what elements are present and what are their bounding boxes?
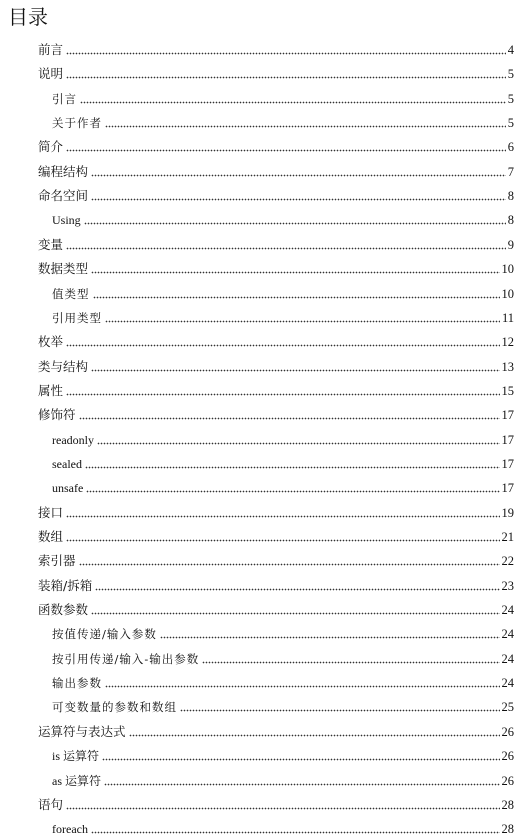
dot-leader bbox=[66, 52, 506, 55]
toc-row bbox=[0, 403, 524, 423]
toc-row bbox=[0, 501, 524, 521]
toc-entry[interactable] bbox=[38, 257, 514, 277]
toc-row bbox=[0, 671, 524, 691]
dot-leader bbox=[95, 588, 499, 591]
dot-leader bbox=[104, 783, 500, 786]
toc-page-number: 25 bbox=[501, 700, 514, 715]
toc-page-number: 24 bbox=[501, 627, 514, 642]
toc-entry[interactable] bbox=[38, 330, 514, 350]
toc-row bbox=[0, 135, 524, 155]
toc-row bbox=[0, 282, 524, 302]
toc-subentry[interactable] bbox=[52, 622, 514, 642]
toc-page-number: 23 bbox=[501, 578, 514, 593]
toc-entry-label: 编程结构 bbox=[38, 163, 89, 179]
dot-leader bbox=[91, 831, 500, 834]
toc-page-number: 6 bbox=[507, 140, 514, 155]
toc-entry-label: 修饰符 bbox=[38, 407, 76, 423]
toc-entry-label: is 运算符 bbox=[52, 749, 100, 764]
toc-subentry[interactable] bbox=[52, 744, 514, 764]
toc-subentry[interactable] bbox=[52, 671, 514, 691]
toc-entry-label: 变量 bbox=[38, 236, 64, 252]
toc-entry[interactable] bbox=[38, 184, 514, 204]
toc-entry-label: 运算符与表达式 bbox=[38, 723, 126, 739]
toc-page-number: 7 bbox=[507, 164, 514, 179]
toc-entry-label: unsafe bbox=[52, 481, 84, 496]
dot-leader bbox=[66, 515, 499, 518]
toc-entry-label: 输出参数 bbox=[52, 676, 102, 691]
dot-leader bbox=[85, 466, 500, 469]
toc-entry-label: 引用类型 bbox=[52, 310, 102, 325]
toc-row bbox=[0, 647, 524, 667]
toc-entry[interactable] bbox=[38, 598, 514, 618]
toc-row bbox=[0, 769, 524, 789]
toc-entry[interactable] bbox=[38, 38, 514, 58]
toc-entry-label: 可变数量的参数和数组 bbox=[52, 700, 177, 715]
toc-subentry[interactable] bbox=[52, 452, 514, 472]
toc-page-number: 5 bbox=[507, 91, 514, 106]
toc-entry[interactable] bbox=[38, 720, 514, 740]
toc-entry[interactable] bbox=[38, 379, 514, 399]
toc-entry[interactable] bbox=[38, 62, 514, 82]
toc-page-number: 24 bbox=[501, 676, 514, 691]
toc-page-number: 26 bbox=[501, 749, 514, 764]
toc-page-number: 8 bbox=[507, 189, 514, 204]
dot-leader bbox=[91, 271, 499, 274]
dot-leader bbox=[66, 247, 506, 250]
toc-entry-label: 函数参数 bbox=[38, 602, 89, 618]
toc-entry-label: 枚举 bbox=[38, 334, 64, 350]
toc-entry-label: 简介 bbox=[38, 139, 64, 155]
toc-entry-label: 数组 bbox=[38, 529, 64, 544]
dot-leader bbox=[66, 807, 499, 810]
toc-row bbox=[0, 695, 524, 715]
toc-page-number: 28 bbox=[501, 822, 514, 837]
toc-heading: 目录 bbox=[8, 5, 48, 29]
toc-row bbox=[0, 574, 524, 594]
toc-entry-label: 索引器 bbox=[38, 553, 76, 569]
toc-row bbox=[0, 160, 524, 180]
toc-row bbox=[0, 208, 524, 228]
dot-leader bbox=[66, 76, 506, 79]
toc-row bbox=[0, 793, 524, 813]
toc-entry[interactable] bbox=[38, 355, 514, 375]
toc-row bbox=[0, 428, 524, 448]
toc-entry-label: as 运算符 bbox=[52, 773, 101, 788]
toc-subentry[interactable] bbox=[52, 476, 514, 496]
toc-subentry[interactable] bbox=[52, 111, 514, 131]
toc-entry-label: sealed bbox=[52, 456, 82, 471]
toc-page-number: 15 bbox=[501, 383, 514, 398]
toc-entry[interactable] bbox=[38, 135, 514, 155]
toc-row bbox=[0, 744, 524, 764]
dot-leader bbox=[202, 661, 499, 664]
toc-subentry[interactable] bbox=[52, 208, 514, 228]
toc-entry-label: 按值传递/输入参数 bbox=[52, 627, 157, 642]
toc-page-number: 26 bbox=[501, 773, 514, 788]
dot-leader bbox=[97, 442, 500, 445]
toc-page-number: 17 bbox=[501, 432, 514, 447]
toc-entry-label: 属性 bbox=[38, 382, 64, 398]
toc-row bbox=[0, 355, 524, 375]
toc-subentry[interactable] bbox=[52, 306, 514, 326]
toc-entry-label: 类与结构 bbox=[38, 358, 89, 374]
toc-row bbox=[0, 452, 524, 472]
dot-leader bbox=[66, 344, 499, 347]
toc-row bbox=[0, 87, 524, 107]
toc-page-number: 8 bbox=[507, 213, 514, 228]
dot-leader bbox=[66, 393, 499, 396]
toc-entry-label: readonly bbox=[52, 432, 94, 447]
toc-row bbox=[0, 817, 524, 837]
toc-entry[interactable] bbox=[38, 574, 514, 594]
toc-row bbox=[0, 62, 524, 82]
toc-entry[interactable] bbox=[38, 233, 514, 253]
toc-entry-label: 装箱/拆箱 bbox=[38, 577, 93, 593]
toc-page-number: 17 bbox=[501, 456, 514, 471]
toc-row bbox=[0, 549, 524, 569]
dot-leader bbox=[86, 490, 499, 493]
toc-page-number: 4 bbox=[507, 43, 514, 57]
toc-row bbox=[0, 233, 524, 253]
toc-subentry[interactable] bbox=[52, 282, 514, 302]
toc-entry-label: 接口 bbox=[38, 504, 64, 520]
dot-leader bbox=[91, 369, 499, 372]
toc-page-number: 17 bbox=[501, 481, 514, 496]
dot-leader bbox=[91, 612, 499, 615]
toc-row bbox=[0, 330, 524, 350]
dot-leader bbox=[66, 539, 499, 542]
toc-row bbox=[0, 184, 524, 204]
dot-leader bbox=[79, 417, 500, 420]
dot-leader bbox=[105, 125, 506, 128]
toc-entry-label: 说明 bbox=[38, 66, 64, 82]
toc-page-number: 13 bbox=[501, 359, 514, 374]
toc-page-number: 24 bbox=[501, 603, 514, 618]
toc-entry-label: 数据类型 bbox=[38, 261, 89, 277]
toc-entry-label: Using bbox=[52, 213, 81, 228]
toc-page-number: 5 bbox=[507, 67, 514, 82]
toc-entry[interactable] bbox=[38, 501, 514, 521]
toc-entry-label: 值类型 bbox=[52, 286, 90, 301]
toc-page-number: 24 bbox=[501, 651, 514, 666]
dot-leader bbox=[105, 320, 500, 323]
toc-row bbox=[0, 257, 524, 277]
toc-page-number: 10 bbox=[501, 286, 514, 301]
toc-page-number: 21 bbox=[501, 530, 514, 544]
dot-leader bbox=[160, 636, 500, 639]
toc-entry[interactable] bbox=[38, 525, 514, 545]
dot-leader bbox=[180, 709, 500, 712]
toc-row bbox=[0, 111, 524, 131]
toc-subentry[interactable] bbox=[52, 87, 514, 107]
toc-row bbox=[0, 306, 524, 326]
toc-page-number: 22 bbox=[501, 554, 514, 569]
toc-page-number: 12 bbox=[501, 335, 514, 350]
toc-row bbox=[0, 476, 524, 496]
toc-entry[interactable] bbox=[38, 549, 514, 569]
toc-entry-label: 按引用传递/输入-输出参数 bbox=[52, 651, 200, 666]
toc-entry-label: 前言 bbox=[38, 42, 64, 57]
dot-leader bbox=[129, 734, 500, 737]
toc-page-number: 11 bbox=[501, 310, 514, 325]
toc-page-number: 9 bbox=[507, 237, 514, 252]
toc-entry-label: 引言 bbox=[52, 91, 77, 106]
toc-subentry[interactable] bbox=[52, 695, 514, 715]
dot-leader bbox=[66, 149, 506, 152]
toc-row bbox=[0, 720, 524, 740]
toc-row bbox=[0, 598, 524, 618]
toc-entry-label: foreach bbox=[52, 822, 88, 837]
toc-page-number: 10 bbox=[501, 262, 514, 277]
toc-row bbox=[0, 622, 524, 642]
dot-leader bbox=[79, 563, 500, 566]
dot-leader bbox=[93, 296, 500, 299]
dot-leader bbox=[105, 685, 500, 688]
toc-entry[interactable] bbox=[38, 160, 514, 180]
toc-row bbox=[0, 38, 524, 58]
toc-entry-label: 关于作者 bbox=[52, 116, 102, 131]
toc-page-number: 17 bbox=[501, 408, 514, 423]
toc-entry[interactable] bbox=[38, 403, 514, 423]
toc-entry[interactable] bbox=[38, 793, 514, 813]
toc-page-number: 5 bbox=[507, 116, 514, 131]
toc-row bbox=[0, 379, 524, 399]
toc-row bbox=[0, 525, 524, 545]
dot-leader bbox=[91, 174, 506, 177]
toc-page-number: 19 bbox=[501, 505, 514, 520]
dot-leader bbox=[84, 222, 506, 225]
toc-page-number: 28 bbox=[501, 797, 514, 812]
toc-subentry[interactable] bbox=[52, 817, 514, 837]
toc-subentry[interactable] bbox=[52, 428, 514, 448]
dot-leader bbox=[80, 101, 506, 104]
toc-entry-label: 命名空间 bbox=[38, 188, 89, 204]
dot-leader bbox=[91, 198, 506, 201]
dot-leader bbox=[102, 758, 499, 761]
toc-subentry[interactable] bbox=[52, 769, 514, 789]
toc-subentry[interactable] bbox=[52, 647, 514, 667]
toc-entry-label: 语句 bbox=[38, 796, 64, 812]
toc-page-number: 26 bbox=[501, 724, 514, 739]
